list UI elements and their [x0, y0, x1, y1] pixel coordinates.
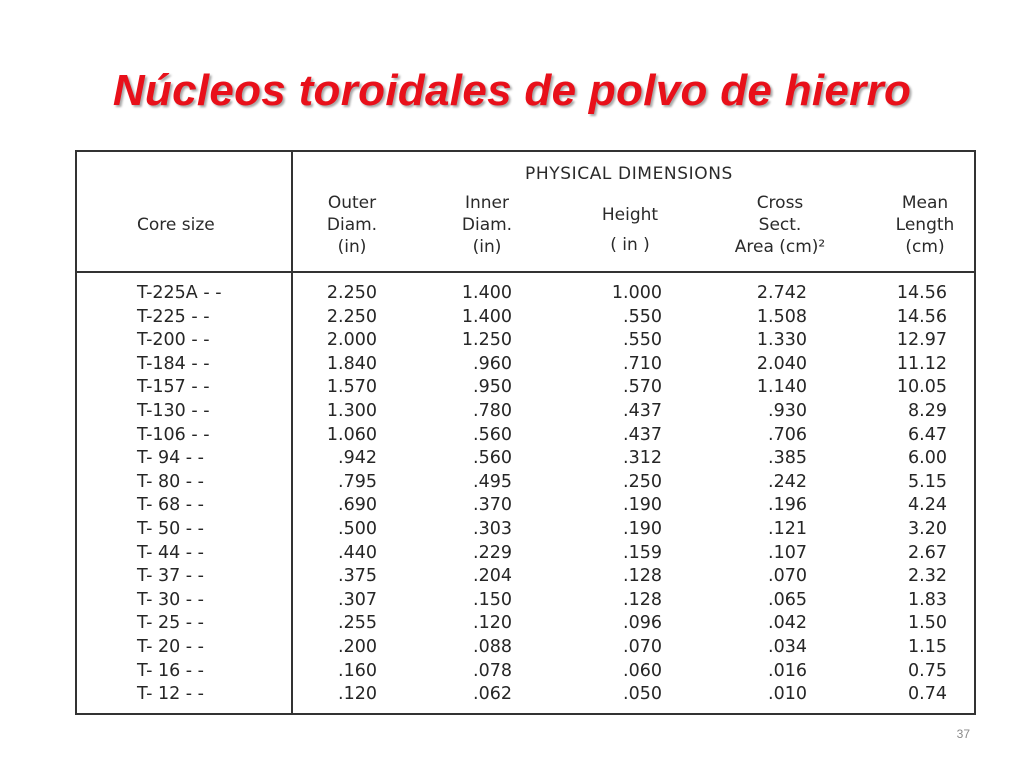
cross-section-cell: 1.140: [756, 377, 807, 398]
inner-diam-cell: .120: [473, 613, 512, 634]
core-size-cell: T-157 - -: [137, 377, 210, 398]
cross-section-cell: .107: [768, 542, 807, 563]
mean-length-cell: 0.75: [908, 660, 947, 681]
inner-diam-cell: .150: [473, 589, 512, 610]
core-size-cell: T-225A - -: [137, 283, 222, 303]
core-size-cell: T-200 - -: [137, 330, 210, 351]
core-size-cell: T- 37 - -: [137, 566, 204, 587]
height-cell: .190: [623, 495, 662, 516]
inner-diam-cell: 1.250: [461, 330, 512, 351]
mean-length-header: Mean Length (cm): [895, 193, 955, 257]
cross-section-cell: .242: [768, 471, 807, 492]
inner-diam-cell: 1.400: [461, 283, 512, 303]
height-cell: .710: [623, 353, 662, 374]
cross-section-cell: .121: [768, 519, 807, 539]
mean-length-cell: 0.74: [908, 684, 947, 705]
core-size-cell: T-130 - -: [137, 401, 210, 421]
core-size-cell: T- 94 - -: [137, 448, 204, 469]
height-header: Height ( in ): [601, 205, 659, 255]
inner-diam-cell: .229: [473, 542, 512, 563]
outer-diam-cell: .120: [338, 684, 377, 705]
inner-diam-cell: .078: [473, 660, 512, 681]
height-cell: .050: [623, 684, 662, 705]
core-size-cell: T-184 - -: [137, 353, 210, 374]
table-row: [77, 543, 974, 567]
inner-diam-cell: .950: [473, 377, 512, 398]
core-size-cell: T-225 - -: [137, 306, 210, 327]
height-cell: .437: [623, 424, 662, 445]
table-row: [77, 448, 974, 472]
core-size-cell: T- 25 - -: [137, 613, 204, 634]
outer-diam-cell: .690: [338, 495, 377, 516]
cross-section-cell: .065: [768, 589, 807, 610]
height-cell: 1.000: [611, 283, 662, 303]
cross-section-cell: .010: [768, 684, 807, 705]
table-row: [77, 495, 974, 519]
table-row: [77, 519, 974, 543]
height-cell: .312: [623, 448, 662, 469]
core-size-cell: T- 80 - -: [137, 471, 204, 492]
physical-dimensions-header: PHYSICAL DIMENSIONS: [525, 164, 733, 184]
mean-length-cell: 11.12: [896, 353, 947, 374]
mean-length-cell: 6.47: [908, 424, 947, 445]
mean-length-cell: 1.15: [908, 637, 947, 657]
mean-length-cell: 2.67: [908, 542, 947, 563]
table-row: [77, 283, 974, 307]
cross-section-cell: 2.040: [756, 353, 807, 374]
inner-diam-cell: .960: [473, 353, 512, 374]
height-cell: .070: [623, 637, 662, 657]
core-size-cell: T- 20 - -: [137, 637, 204, 657]
mean-length-cell: 8.29: [908, 401, 947, 421]
table-row: [77, 566, 974, 590]
inner-diam-cell: 1.400: [461, 306, 512, 327]
outer-diam-cell: .160: [338, 660, 377, 681]
core-size-cell: T- 30 - -: [137, 589, 204, 610]
cross-section-header: Cross Sect. Area (cm)²: [734, 193, 826, 257]
core-size-cell: T- 16 - -: [137, 660, 204, 681]
inner-diam-cell: .303: [473, 519, 512, 539]
mean-length-cell: 10.05: [896, 377, 947, 398]
cross-section-cell: .385: [768, 448, 807, 469]
page-number: 37: [956, 727, 970, 741]
core-size-cell: T- 44 - -: [137, 542, 204, 563]
mean-length-cell: 14.56: [896, 283, 947, 303]
height-cell: .190: [623, 519, 662, 539]
cross-section-cell: .016: [768, 660, 807, 681]
cross-section-cell: .930: [768, 401, 807, 421]
cross-section-cell: .706: [768, 424, 807, 445]
outer-diam-cell: 2.000: [326, 330, 377, 351]
mean-length-cell: 4.24: [908, 495, 947, 516]
core-size-cell: T- 12 - -: [137, 684, 204, 705]
height-cell: .060: [623, 660, 662, 681]
cross-section-cell: .070: [768, 566, 807, 587]
outer-diam-cell: .307: [338, 589, 377, 610]
core-size-cell: T- 68 - -: [137, 495, 204, 516]
outer-diam-cell: .440: [338, 542, 377, 563]
table-row: [77, 401, 974, 425]
core-size-cell: T- 50 - -: [137, 519, 204, 539]
mean-length-cell: 1.50: [908, 613, 947, 634]
outer-diam-cell: .795: [338, 471, 377, 492]
height-cell: .550: [623, 330, 662, 351]
table-row: [77, 472, 974, 496]
mean-length-cell: 12.97: [896, 330, 947, 351]
outer-diam-header: Outer Diam. (in): [326, 193, 378, 257]
height-cell: .159: [623, 542, 662, 563]
outer-diam-cell: 1.570: [326, 377, 377, 398]
table-row: [77, 330, 974, 354]
outer-diam-cell: 1.300: [326, 401, 377, 421]
inner-diam-cell: .204: [473, 566, 512, 587]
table-row: [77, 354, 974, 378]
table-row: [77, 684, 974, 708]
outer-diam-cell: 2.250: [326, 283, 377, 303]
mean-length-cell: 6.00: [908, 448, 947, 469]
cross-section-cell: .042: [768, 613, 807, 634]
mean-length-cell: 5.15: [908, 471, 947, 492]
core-size-header: Core size: [137, 215, 215, 235]
height-cell: .250: [623, 471, 662, 492]
height-cell: .570: [623, 377, 662, 398]
height-cell: .096: [623, 613, 662, 634]
inner-diam-cell: .062: [473, 684, 512, 705]
outer-diam-cell: .255: [338, 613, 377, 634]
height-cell: .437: [623, 401, 662, 421]
core-size-cell: T-106 - -: [137, 424, 210, 445]
table-row: [77, 637, 974, 661]
mean-length-cell: 1.83: [908, 589, 947, 610]
inner-diam-cell: .560: [473, 448, 512, 469]
dimensions-table: [75, 150, 976, 715]
height-cell: .128: [623, 566, 662, 587]
inner-diam-cell: .495: [473, 471, 512, 492]
inner-diam-header: Inner Diam. (in): [461, 193, 513, 257]
table-row: [77, 590, 974, 614]
cross-section-cell: .196: [768, 495, 807, 516]
height-cell: .550: [623, 306, 662, 327]
table-row: [77, 661, 974, 685]
cross-section-cell: 1.508: [756, 306, 807, 327]
inner-diam-cell: .780: [473, 401, 512, 421]
outer-diam-cell: .200: [338, 637, 377, 657]
inner-diam-cell: .370: [473, 495, 512, 516]
cross-section-cell: .034: [768, 637, 807, 657]
mean-length-cell: 3.20: [908, 519, 947, 539]
mean-length-cell: 2.32: [908, 566, 947, 587]
outer-diam-cell: 2.250: [326, 306, 377, 327]
slide-title: Núcleos toroidales de polvo de hierro: [112, 66, 912, 115]
header-divider: [77, 271, 974, 273]
table-row: [77, 613, 974, 637]
table-row: [77, 425, 974, 449]
table-row: [77, 307, 974, 331]
outer-diam-cell: .942: [338, 448, 377, 469]
table-row: [77, 377, 974, 401]
outer-diam-cell: .500: [338, 519, 377, 539]
mean-length-cell: 14.56: [896, 306, 947, 327]
outer-diam-cell: .375: [338, 566, 377, 587]
inner-diam-cell: .088: [473, 637, 512, 657]
cross-section-cell: 2.742: [756, 283, 807, 303]
outer-diam-cell: 1.840: [326, 353, 377, 374]
cross-section-cell: 1.330: [756, 330, 807, 351]
height-cell: .128: [623, 589, 662, 610]
inner-diam-cell: .560: [473, 424, 512, 445]
outer-diam-cell: 1.060: [326, 424, 377, 445]
